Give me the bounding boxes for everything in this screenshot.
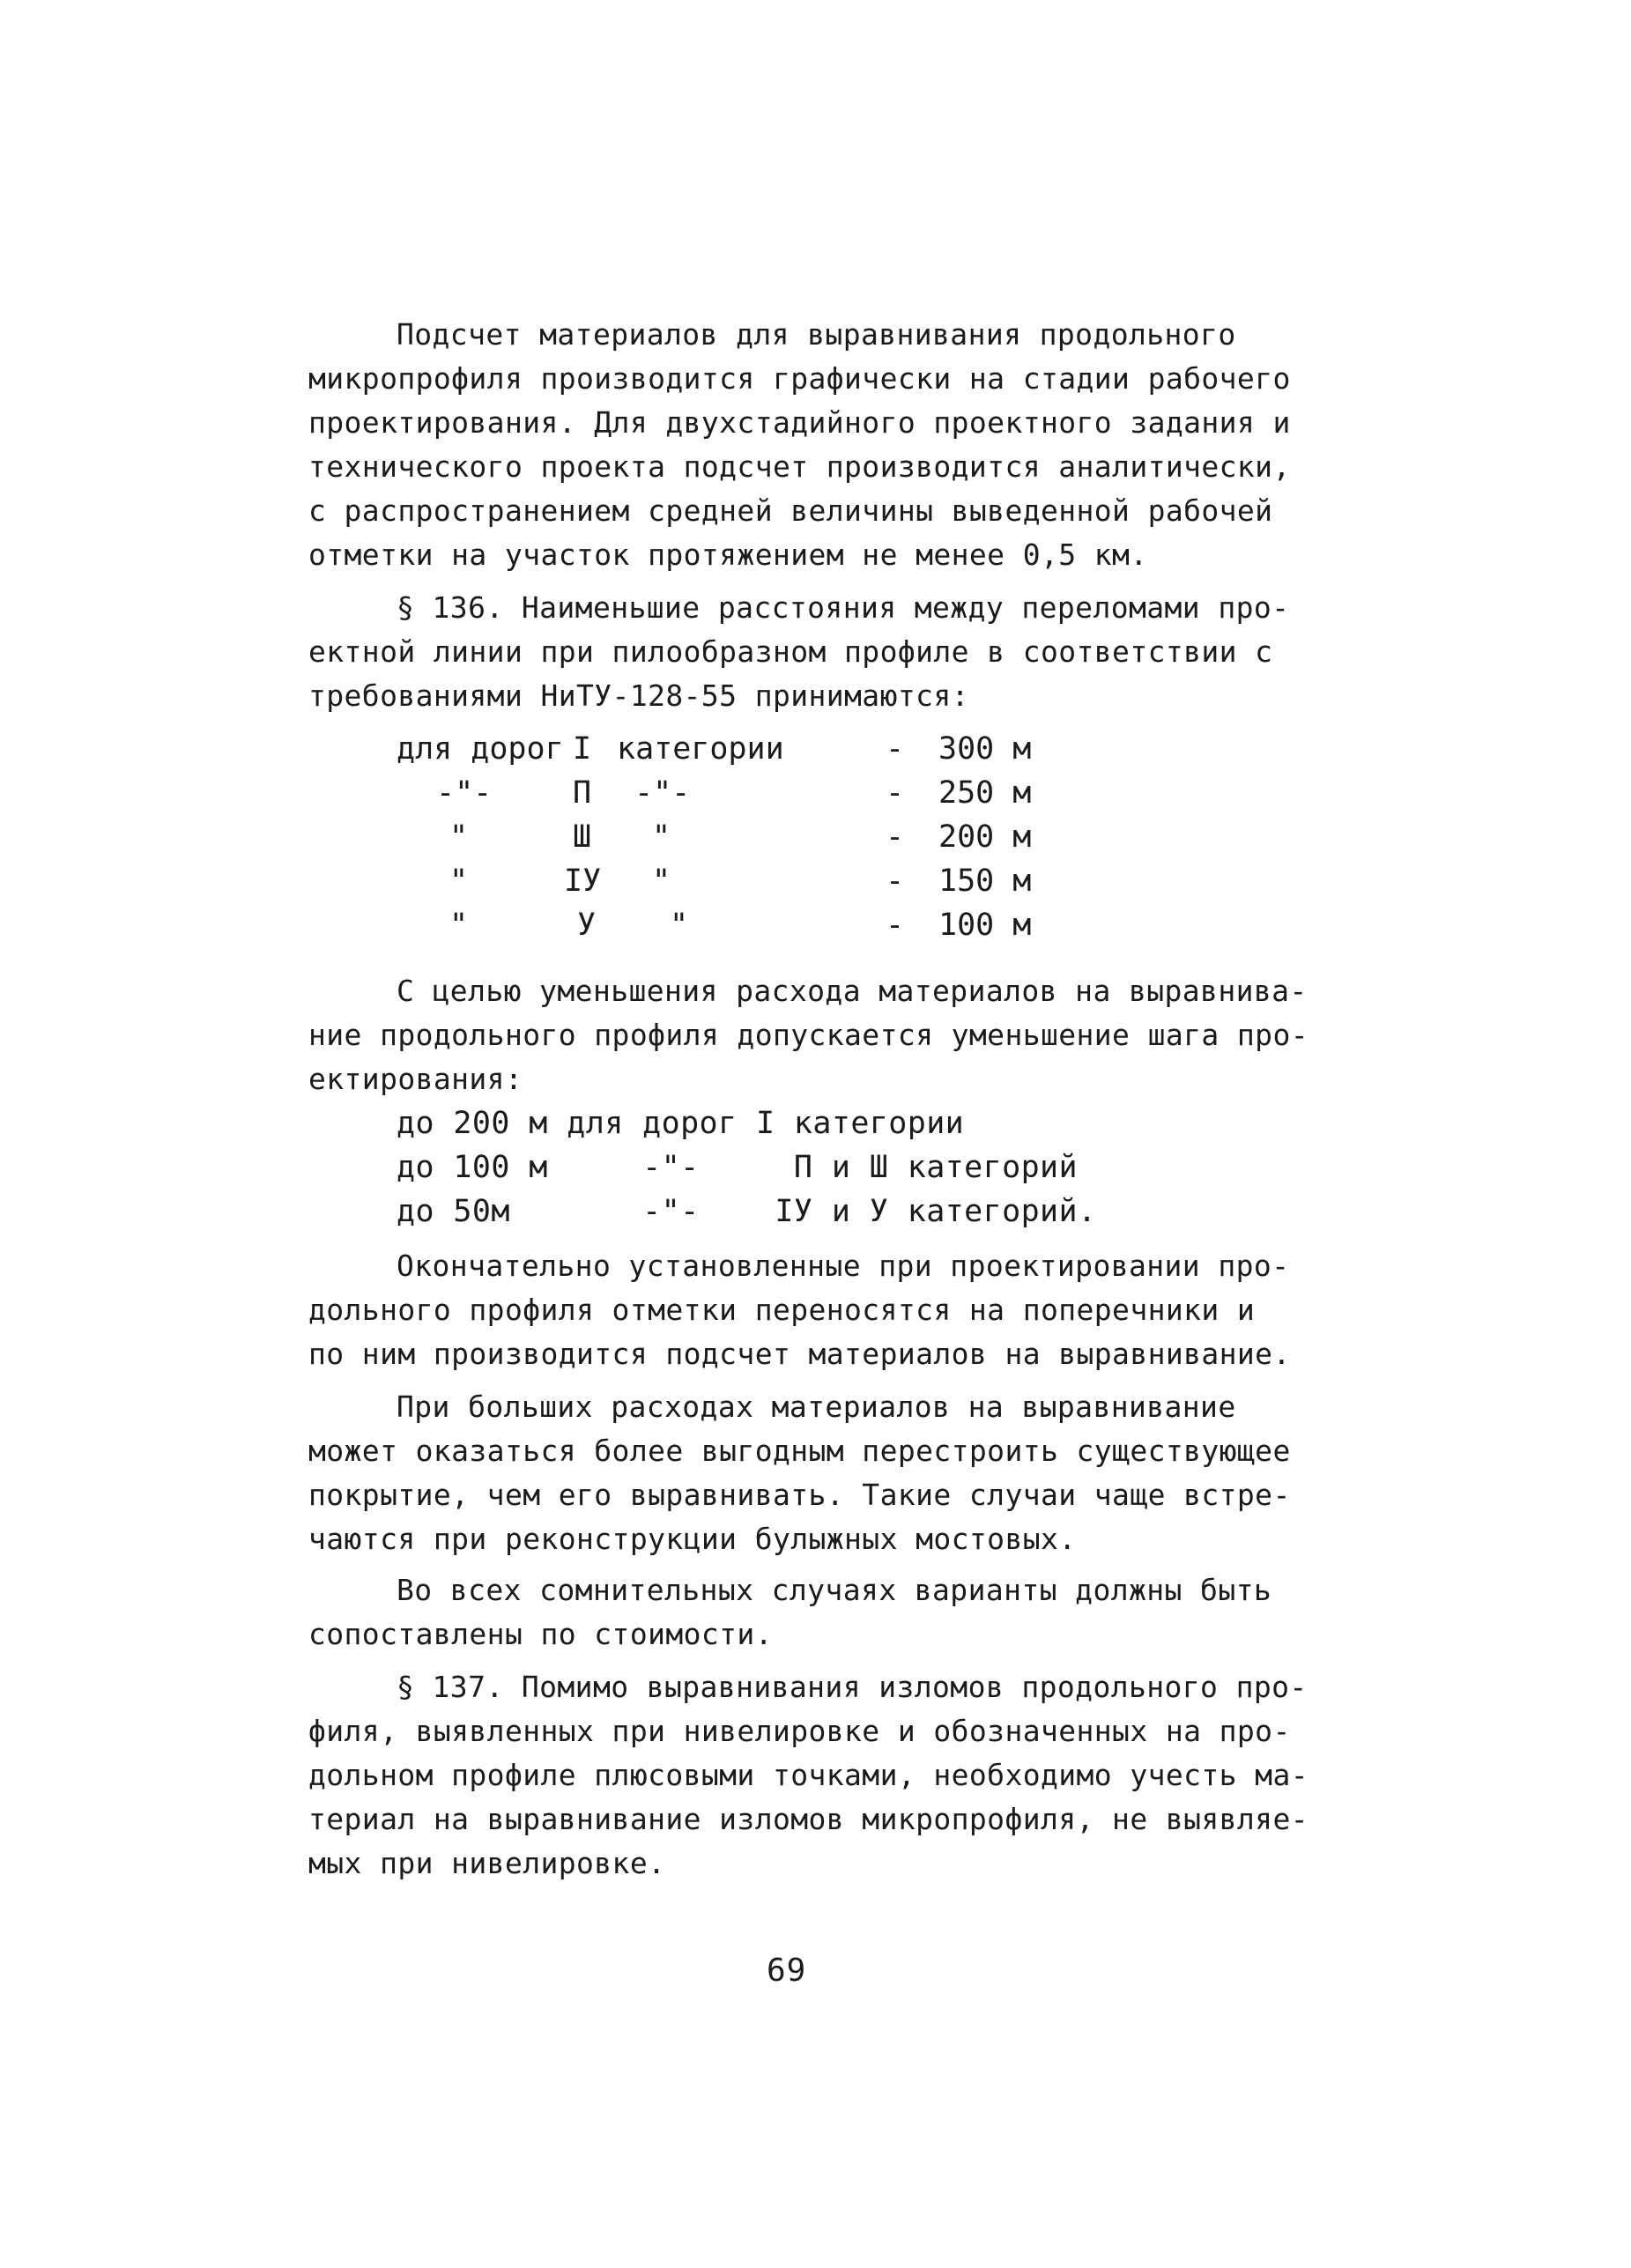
paragraph-materials-calculation — [308, 313, 1322, 577]
table-row — [397, 815, 1032, 859]
row-label: для дорог — [397, 731, 564, 767]
text-line: чаются при реконструкции булыжных мостовых. — [308, 1522, 1077, 1556]
page-number: 69 — [767, 1953, 807, 1989]
table-row — [397, 727, 1032, 771]
paragraph-doubtful-cases — [308, 1568, 1322, 1657]
text-line: § 137. Помимо выравнивания изломов продольного про- — [397, 1670, 1308, 1704]
row-value: 150 м — [938, 863, 1032, 899]
text-line: дольном профиле плюсовыми точками, необходимо учесть ма- — [308, 1758, 1309, 1792]
row-dash: - — [886, 775, 905, 811]
text-line: ние продольного профиля допускается уменьшение шага про- — [308, 1018, 1309, 1052]
row-dash: - — [886, 908, 905, 943]
text-line: При больших расходах материалов на выравнивание — [397, 1390, 1236, 1424]
row-label: " — [449, 908, 469, 943]
table-row — [397, 859, 1032, 903]
text-line: по ним производится подсчет материалов на выравнивание. — [308, 1337, 1291, 1371]
text-line: требованиями НиТУ-128-55 принимаются: — [308, 678, 969, 713]
text-line: § 136. Наименьшие расстояния между переломами про- — [397, 590, 1290, 625]
text-line: териал на выравнивание изломов микропрофиля, не выявляе- — [308, 1802, 1309, 1836]
paragraph-large-expenses — [308, 1385, 1322, 1561]
row-dash: - — [886, 863, 905, 899]
row-label: -"- — [436, 775, 493, 811]
list-item: до 100 м -"- П и Ш категорий — [397, 1150, 1078, 1185]
row-word: " — [652, 819, 671, 855]
text-line: филя, выявленных при нивелировке и обозначенных на про- — [308, 1714, 1291, 1748]
row-category: Ш — [573, 819, 592, 855]
row-value: 200 м — [938, 819, 1032, 855]
table-row — [397, 771, 1032, 815]
row-value: 300 м — [938, 731, 1032, 767]
text-line: проектирования. Для двухстадийного проектного задания и — [308, 405, 1291, 440]
row-word: категории — [617, 731, 784, 767]
row-word: " — [670, 908, 689, 943]
row-value: 100 м — [938, 908, 1032, 943]
text-line: технического проекта подсчет производится аналитически, — [308, 449, 1291, 484]
text-line: дольного профиля отметки переносятся на поперечники и — [308, 1293, 1256, 1327]
row-label: " — [449, 863, 469, 899]
row-category: IУ — [564, 863, 602, 899]
text-line: С целью уменьшения расхода материалов на выравнива- — [397, 974, 1308, 1008]
text-line: ектирования: — [308, 1062, 523, 1096]
list-item: до 200 м для дорог I категории — [397, 1106, 965, 1141]
row-label: " — [449, 819, 469, 855]
text-line: Подсчет материалов для выравнивания продольного — [397, 317, 1236, 352]
row-dash: - — [886, 731, 905, 767]
table-row — [397, 903, 1032, 947]
row-category: П — [573, 775, 592, 811]
paragraph-step-reduction — [308, 969, 1322, 1101]
text-line: микропрофиля производится графически на стадии рабочего — [308, 361, 1291, 396]
text-line: Окончательно установленные при проектировании про- — [397, 1249, 1290, 1283]
row-category: У — [577, 908, 597, 943]
text-line: отметки на участок протяжением не менее 0,5 км. — [308, 537, 1148, 572]
paragraph-section-137 — [308, 1665, 1322, 1886]
text-line: мых при нивелировке. — [308, 1846, 666, 1880]
list-item: до 50м -"- IУ и У категорий. — [397, 1194, 1097, 1229]
text-line: покрытие, чем его выравнивать. Такие случаи чаще встре- — [308, 1478, 1291, 1512]
step-list — [397, 1101, 1278, 1234]
text-line: с распространением средней величины выведенной рабочей — [308, 493, 1273, 528]
row-word: " — [652, 863, 671, 899]
row-word: -"- — [634, 775, 691, 811]
text-line: сопоставлены по стоимости. — [308, 1617, 773, 1651]
text-line: Во всех сомнительных случаях варианты должны быть — [397, 1573, 1272, 1607]
text-line: ектной линии при пилообразном профиле в соответствии с — [308, 634, 1273, 669]
row-category: I — [573, 731, 592, 767]
paragraph-final-marks — [308, 1244, 1322, 1376]
row-value: 250 м — [938, 775, 1032, 811]
row-dash: - — [886, 819, 905, 855]
paragraph-section-136 — [308, 586, 1322, 718]
text-line: может оказаться более выгодным перестроить существующее — [308, 1434, 1291, 1468]
